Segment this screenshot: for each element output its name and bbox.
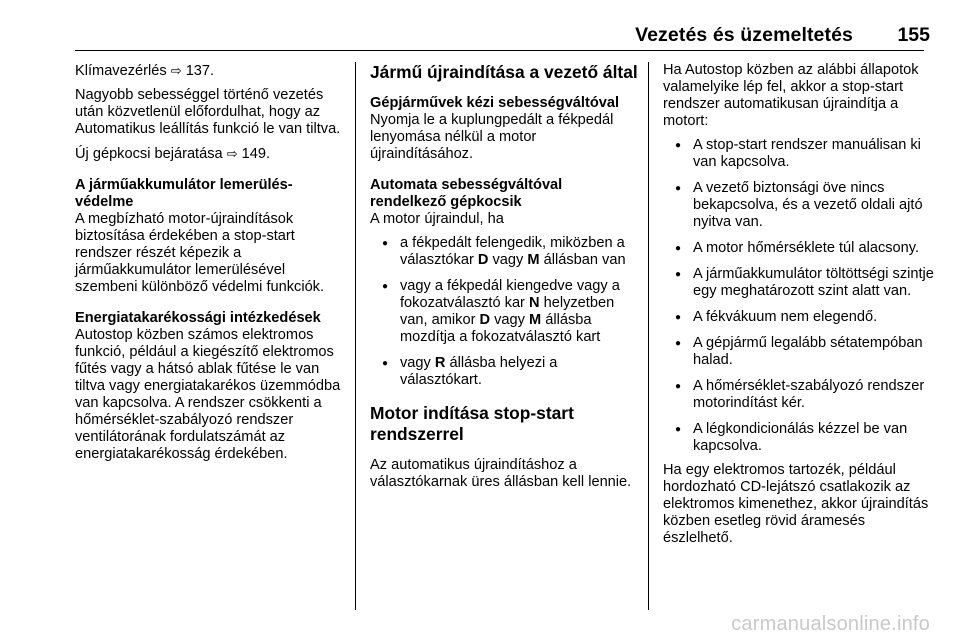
- bullet-text: állásba mozdítja a fokozatválasztó kart: [400, 312, 601, 345]
- column-divider-1: [355, 62, 356, 610]
- list-item: ● A motor hőmérséklete túl alacsony.: [663, 240, 935, 257]
- list-item: [370, 355, 638, 389]
- bullet-text: állásban van: [543, 252, 626, 268]
- list-item: ● A járműakkumulátor töltöttségi szintje egy meghatározott szint alatt van.: [663, 266, 935, 300]
- paragraph-break-in: [75, 145, 347, 163]
- paragraph-battery-protection: A megbízható motor-újraindítások biztosítása érdekében a stop-start rendszer részét képezik a járműakkumulátor lemerülésével szembeni különböző védelmi funkciók.: [75, 211, 325, 295]
- column-3: [663, 62, 935, 554]
- bullet-text: állásba helyezi a választókart.: [400, 355, 558, 388]
- climate-control-text: Klímavezérlés: [75, 63, 167, 79]
- list-item: ● A fékvákuum nem elegendő.: [663, 309, 935, 326]
- restart-conditions-list: [370, 235, 638, 389]
- gear-d: D: [479, 312, 491, 328]
- bullet-text: a fékpedált felengedik, miközben a választókar: [400, 235, 625, 268]
- column-2: [370, 62, 638, 498]
- header-rule: [75, 50, 924, 51]
- bullet-text: vagy: [400, 355, 431, 371]
- list-item: ● A stop-start rendszer manuálisan ki van kapcsolva.: [663, 137, 935, 171]
- heading-battery-protection: A járműakkumulátor lemerülés-védelme: [75, 177, 293, 210]
- gear-r: R: [434, 355, 446, 371]
- paragraph-restart-intro: A motor újraindul, ha: [370, 211, 504, 227]
- heading-driver-restart: Jármű újraindítása a vezető által: [370, 62, 638, 82]
- heading-automatic-transmission: Automata sebességváltóval rendelkező gépkocsik: [370, 177, 563, 210]
- heading-energy-saving: Energiatakarékossági intézkedések: [75, 310, 321, 326]
- bullet-text: vagy: [492, 252, 524, 268]
- list-item: ● A hőmérséklet-szabályozó rendszer motorindítást kér.: [663, 378, 935, 412]
- page-ref-arrow-icon: ⇨: [226, 146, 238, 161]
- page-number: 155: [897, 24, 930, 46]
- bullet-text: vagy: [494, 312, 525, 328]
- paragraph-manual-transmission: Nyomja le a kuplungpedált a fékpedál lenyomása nélkül a motor újraindításához.: [370, 112, 614, 162]
- column-1: [75, 62, 347, 470]
- break-in-page-ref[interactable]: 149.: [241, 146, 271, 162]
- climate-control-page-ref[interactable]: 137.: [185, 63, 215, 79]
- column-divider-2: [648, 62, 649, 610]
- paragraph-autostop-intro: Ha Autostop közben az alábbi állapotok valamelyike lép fel, akkor a stop-start rendszer automatikusan újraindítja a motort:: [663, 62, 919, 129]
- gear-m: M: [529, 312, 542, 328]
- watermark: carmanualsonline.info: [731, 613, 930, 635]
- autostart-conditions-list: [663, 137, 935, 455]
- page-ref-arrow-icon: ⇨: [170, 63, 182, 78]
- gear-m: M: [527, 252, 540, 268]
- gear-d: D: [477, 252, 489, 268]
- bullet-text: helyzetben van, amikor: [400, 295, 615, 328]
- paragraph-climate-ref: [75, 62, 347, 80]
- list-item: ● A légkondicionálás kézzel be van kapcsolva.: [663, 421, 935, 455]
- list-item: [370, 235, 638, 269]
- paragraph-motor-start: Az automatikus újraindításhoz a választókarnak üres állásban kell lennie.: [370, 457, 632, 490]
- gear-n: N: [528, 295, 540, 311]
- break-in-text: Új gépkocsi bejáratása: [75, 146, 223, 162]
- list-item: [370, 278, 638, 346]
- paragraph-power-drop: Ha egy elektromos tartozék, például hordozható CD-lejátszó csatlakozik az elektromos kimenethez, akkor újraindítás közben esetleg rövid áramesés észlelhető.: [663, 462, 929, 546]
- paragraph-energy-saving: Autostop közben számos elektromos funkció, például a kiegészítő elektromos fűtés vagy a hátsó ablak fűtése le van tiltva vagy energiatakarékos üzemmódba van kapcsolva. A rendszer csökkenti a hőmérséklet-szabályozó rendszer ventilátorának fordulatszámát az energiatakarékosság érdekében.: [75, 327, 341, 462]
- bullet-text: vagy a fékpedál kiengedve vagy a fokozatválasztó kar: [400, 278, 620, 311]
- heading-manual-transmission: Gépjárművek kézi sebességváltóval: [370, 95, 620, 111]
- paragraph-high-speed: Nagyobb sebességgel történő vezetés után közvetlenül előfordulhat, hogy az Automatikus leállítás funkció le van tiltva.: [75, 87, 341, 137]
- list-item: ● A vezető biztonsági öve nincs bekapcsolva, és a vezető oldali ajtó nyitva van.: [663, 180, 935, 231]
- list-item: ● A gépjármű legalább sétatempóban halad.: [663, 335, 935, 369]
- page-header-title: Vezetés és üzemeltetés: [635, 24, 853, 46]
- heading-motor-start: Motor indítása stop-start rendszerrel: [370, 403, 574, 444]
